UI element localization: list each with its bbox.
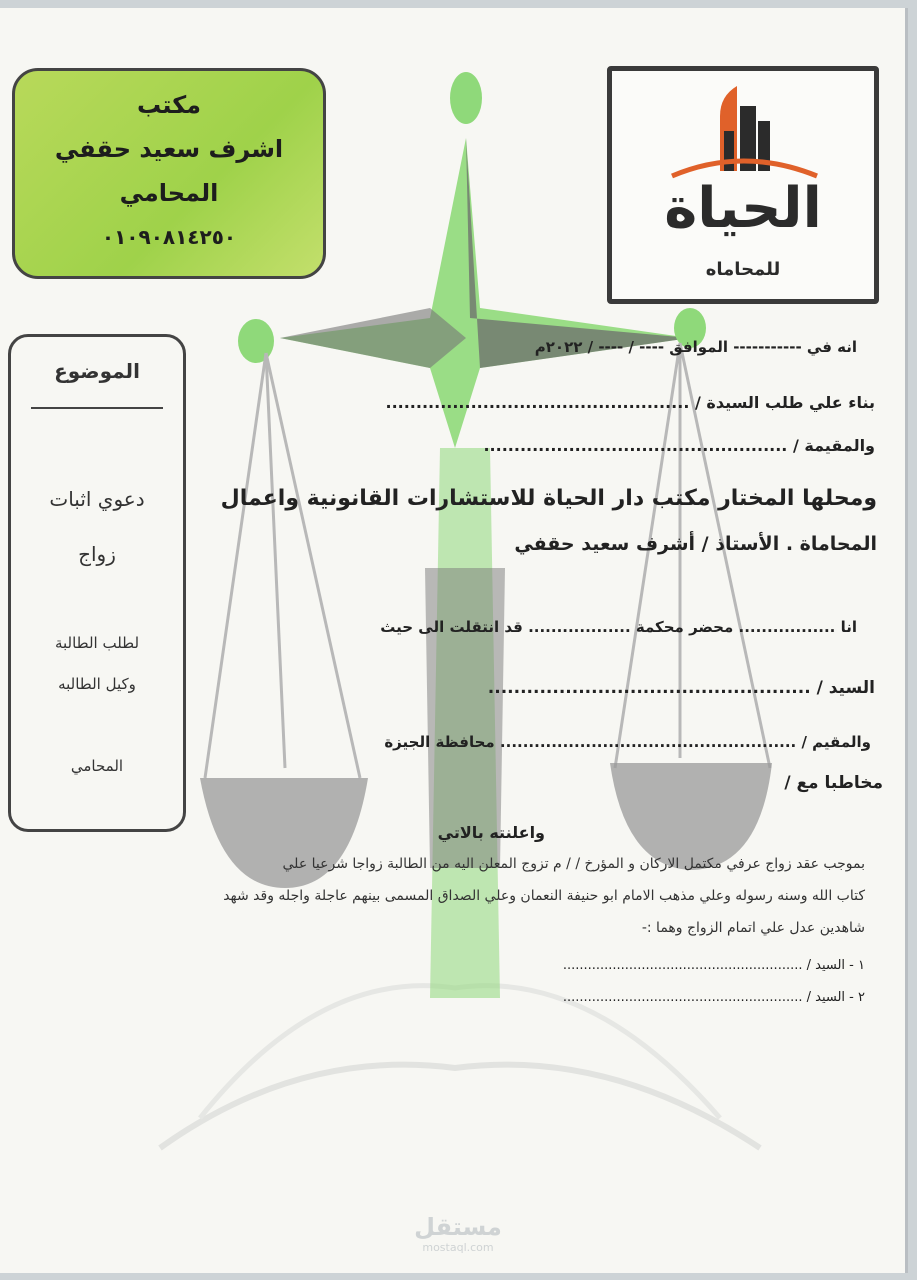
site-watermark xyxy=(398,1213,518,1254)
addressing-line: مخاطبا مع / xyxy=(784,773,883,793)
office-address-line-2: المحاماة . الأستاذ / أشرف سعيد حقفي xyxy=(514,533,877,555)
case-line-2: زواج xyxy=(78,542,116,566)
residing-line: والمقيم / .................................................... محافظة الجيزة xyxy=(384,733,871,751)
logo-box xyxy=(607,66,879,304)
phone-number: ٠١٠٩٠٨١٤٢٥٠ xyxy=(101,225,237,249)
document-page xyxy=(0,8,908,1273)
office-label: مكتب xyxy=(136,91,202,119)
witness-line-2: ٢ - السيد / .......................................................... xyxy=(562,990,865,1005)
request-line-1: لطلب الطالبة xyxy=(54,634,140,652)
subject-heading: الموضوع xyxy=(54,359,140,383)
subject-box xyxy=(8,334,186,832)
site-watermark-url: mostaql.com xyxy=(422,1241,494,1254)
logo-subtitle: للمحاماه xyxy=(705,259,781,280)
lawyer-title: المحامي xyxy=(119,179,219,207)
subject-divider xyxy=(31,407,163,409)
court-line: انا ................. محضر محكمة .................. قد انتقلت الى حيث xyxy=(380,618,857,636)
case-line-1: دعوي اثبات xyxy=(49,487,145,511)
residence-line: والمقيمة / .................................................. xyxy=(483,436,875,455)
date-line: انه في ----------- الموافق ---- / ---- / ٢٠٢٢م xyxy=(534,338,857,356)
request-line: بناء علي طلب السيدة / .................................................. xyxy=(385,393,875,412)
paragraph-line-3: شاهدين عدل علي اتمام الزواج وهما :- xyxy=(641,920,865,936)
office-name-box xyxy=(12,68,326,279)
witness-line-1: ١ - السيد / .......................................................... xyxy=(562,958,865,973)
lawyer-name: اشرف سعيد حقفي xyxy=(54,135,284,163)
paragraph-line-1: بموجب عقد زواج عرفي مكتمل الاركان و المؤرخ / / م تزوج المعلن اليه من الطالبة زواجا شرعيا علي xyxy=(282,856,865,872)
notice-heading: واعلنته بالاتي xyxy=(437,823,545,842)
building-icon xyxy=(612,76,874,186)
paragraph-line-2: كتاب الله وسنه رسوله وعلي مذهب الامام ابو حنيفة النعمان وعلي الصداق المسمى بينهم عاجلة واجله وقد شهد xyxy=(223,888,865,904)
lawyer-label: المحامي xyxy=(70,757,124,775)
logo-name: الحياة xyxy=(664,176,822,241)
request-line-2: وكيل الطالبه xyxy=(58,675,136,693)
mr-line: السيد / .................................................. xyxy=(487,678,875,698)
site-watermark-name: مستقل xyxy=(414,1213,502,1241)
office-address-line-1: ومحلها المختار مكتب دار الحياة للاستشارات القانونية واعمال xyxy=(220,486,877,511)
